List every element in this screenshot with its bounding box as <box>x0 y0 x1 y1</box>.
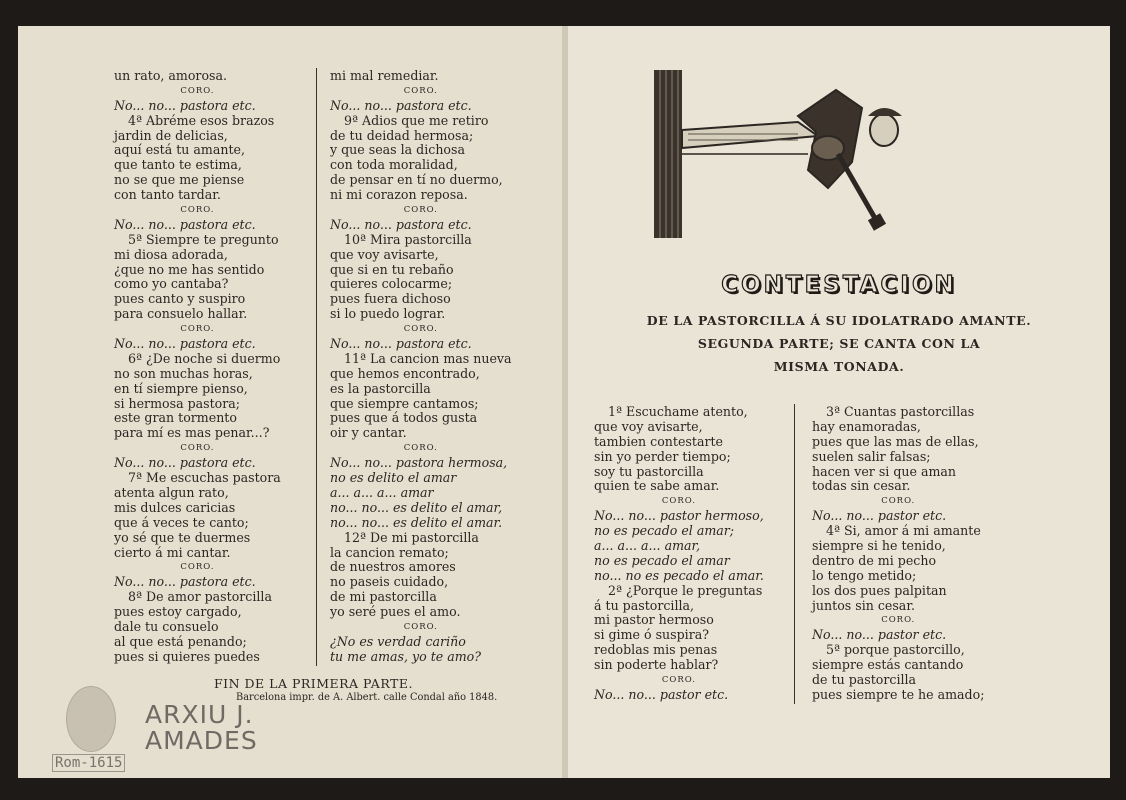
verse-line: dale tu consuelo <box>114 618 219 634</box>
coro-label: CORO. <box>403 85 438 96</box>
coro-label: CORO. <box>661 675 696 686</box>
verse-line: si lo puedo lograr. <box>330 306 446 322</box>
verse-line: No... no... pastora etc. <box>114 574 256 590</box>
verse-line: lo tengo metido; <box>812 567 917 583</box>
stamp-line-2: AMADES <box>145 726 258 755</box>
coro-label: CORO. <box>180 443 215 454</box>
column-rule-right <box>794 404 795 704</box>
verse-line: oir y cantar. <box>330 425 407 441</box>
verse-line: no... no... es delito el amar, <box>330 499 503 515</box>
verse-line: que siempre cantamos; <box>330 395 479 411</box>
verse-line: no... no... es delito el amar. <box>330 514 503 530</box>
verse-line: al que está penando; <box>114 633 247 649</box>
verse-line: de tu pastorcilla <box>812 672 917 688</box>
verse-line: que hemos encontrado, <box>330 365 480 381</box>
verse-line: que tanto te estima, <box>114 157 242 173</box>
left-column-1 <box>114 69 281 665</box>
verse-line: para consuelo hallar. <box>114 306 248 322</box>
coro-label: CORO. <box>180 85 215 96</box>
verse-line: a... a... a... amar <box>330 484 434 500</box>
coro-label: CORO. <box>403 324 438 335</box>
verse-line: no paseis cuidado, <box>330 574 449 590</box>
verse-line: tambien contestarte <box>594 433 723 449</box>
verse-line: 8ª De amor pastorcilla <box>128 589 272 605</box>
coro-label: CORO. <box>180 562 215 573</box>
coro-label: CORO. <box>180 324 215 335</box>
verse-line: suelen salir falsas; <box>812 448 931 464</box>
subtitle-line-2: SEGUNDA PARTE; SE CANTA CON LA <box>697 336 981 351</box>
verse-line: de tu deidad hermosa; <box>330 127 474 143</box>
verse-line: juntos sin cesar. <box>812 597 915 613</box>
verse-line: no es pecado el amar; <box>594 523 735 539</box>
verse-line: mi pastor hermoso <box>594 612 714 628</box>
verse-line: No... no... pastora etc. <box>114 97 256 113</box>
verse-line: sin poderte hablar? <box>594 657 719 673</box>
verse-line: este gran tormento <box>114 410 237 426</box>
verse-line: para mí es mas penar...? <box>114 425 270 441</box>
printer-imprint: Barcelona impr. de A. Albert. calle Condal año 1848. <box>236 692 498 703</box>
verse-line: 5ª Siempre te pregunto <box>128 231 279 247</box>
broadside-sheet <box>18 26 1110 778</box>
coro-label: CORO. <box>881 496 916 507</box>
verse-line: con tanto tardar. <box>114 187 221 203</box>
verse-line: 6ª ¿De noche si duermo <box>128 350 281 366</box>
left-page <box>18 26 562 778</box>
verse-line: no es pecado el amar <box>594 552 730 568</box>
library-seal <box>66 686 116 752</box>
verse-line: siempre si he tenido, <box>812 538 946 554</box>
verse-line: atenta algun rato, <box>114 484 229 500</box>
verse-line: 2ª ¿Porque le preguntas <box>608 582 763 598</box>
verse-line: yo seré pues el amo. <box>330 604 461 620</box>
subtitle-line-3: MISMA TONADA. <box>773 359 905 374</box>
verse-line: No... no... pastora etc. <box>330 336 472 352</box>
coro-label: CORO. <box>180 205 215 216</box>
verse-line: 5ª porque pastorcillo, <box>826 642 965 658</box>
verse-line: No... no... pastor hermoso, <box>594 508 764 524</box>
verse-line: un rato, amorosa. <box>114 68 228 83</box>
verse-line: á tu pastorcilla, <box>594 597 695 613</box>
verse-line: de pensar en tí no duermo, <box>330 172 503 188</box>
verse-line: pues que las mas de ellas, <box>812 433 979 449</box>
verse-line: no... no es pecado el amar. <box>594 567 764 583</box>
verse-line: No... no... pastor etc. <box>812 627 947 643</box>
verse-line: a... a... a... amar, <box>594 538 701 554</box>
verse-line: todas sin cesar. <box>812 478 911 494</box>
verse-line: No... no... pastora etc. <box>114 455 256 471</box>
coro-label: CORO. <box>661 496 696 507</box>
verse-line: No... no... pastor etc. <box>812 508 947 524</box>
verse-line: 4ª Si, amor á mi amante <box>826 523 981 539</box>
verse-line: redoblas mis penas <box>594 642 718 658</box>
verse-line: la cancion remato; <box>330 544 449 560</box>
verse-line: pues si quieres puedes <box>114 648 260 664</box>
right-page <box>568 26 1110 778</box>
verse-line: dentro de mi pecho <box>812 552 937 568</box>
coro-label: CORO. <box>403 621 438 632</box>
verse-line: quien te sabe amar. <box>594 478 720 494</box>
verse-line: 9ª Adios que me retiro <box>344 112 489 128</box>
verse-line: no es delito el amar <box>330 470 457 486</box>
title-contestacion: CONTESTACION <box>721 272 957 298</box>
verse-line: soy tu pastorcilla <box>594 463 704 479</box>
verse-line: yo sé que te duermes <box>114 529 251 545</box>
verse-line: en tí siempre pienso, <box>114 380 248 396</box>
verse-line: como yo cantaba? <box>114 276 229 292</box>
verse-line: ni mi corazon reposa. <box>330 187 468 203</box>
verse-line: No... no... pastora etc. <box>114 216 256 232</box>
verse-line: 11ª La cancion mas nueva <box>344 350 512 366</box>
verse-line: 3ª Cuantas pastorcillas <box>826 404 975 419</box>
verse-line: no son muchas horas, <box>114 365 253 381</box>
verse-line: sin yo perder tiempo; <box>594 448 731 464</box>
verse-line: de nuestros amores <box>330 559 456 575</box>
verse-line: pues que á todos gusta <box>330 410 478 426</box>
verse-line: que á veces te canto; <box>114 514 249 530</box>
stamp-line-1: ARXIU J. <box>145 700 254 729</box>
verse-line: aquí está tu amante, <box>114 142 245 158</box>
shelfmark: Rom-1615 <box>52 754 125 772</box>
subtitle-line-1: DE LA PASTORCILLA Á SU IDOLATRADO AMANTE. <box>646 313 1032 328</box>
verse-line: no se que me piense <box>114 172 245 188</box>
verse-line: No... no... pastora etc. <box>330 216 472 232</box>
verse-line: ¿que no me has sentido <box>114 261 265 277</box>
verse-line: pues canto y suspiro <box>114 291 246 307</box>
coro-label: CORO. <box>881 615 916 626</box>
shepherd-guitar-woodcut <box>648 70 918 240</box>
verse-line: mi diosa adorada, <box>114 246 228 262</box>
verse-line: hay enamoradas, <box>812 418 921 434</box>
verse-line: pues fuera dichoso <box>330 291 451 307</box>
verse-line: y que seas la dichosa <box>330 142 465 158</box>
verse-line: es la pastorcilla <box>330 380 431 396</box>
verse-line: siempre estás cantando <box>812 657 964 673</box>
right-column-1 <box>594 405 764 703</box>
verse-line: que voy avisarte, <box>330 246 439 262</box>
right-column-2 <box>812 405 984 703</box>
verse-line: No... no... pastora etc. <box>114 336 256 352</box>
verse-line: cierto á mi cantar. <box>114 544 231 560</box>
verse-line: los dos pues palpitan <box>812 582 947 598</box>
end-of-part-one: FIN DE LA PRIMERA PARTE. <box>214 676 413 691</box>
verse-line: No... no... pastor etc. <box>594 686 729 702</box>
verse-line: quieres colocarme; <box>330 276 453 292</box>
coro-label: CORO. <box>403 205 438 216</box>
verse-line: 4ª Abréme esos brazos <box>128 112 275 128</box>
verse-line: que si en tu rebaño <box>330 261 454 277</box>
verse-line: jardin de delicias, <box>114 127 228 143</box>
verse-line: 12ª De mi pastorcilla <box>344 529 479 545</box>
verse-line: 1ª Escuchame atento, <box>608 404 748 419</box>
verse-line: pues estoy cargado, <box>114 604 242 620</box>
verse-line: tu me amas, yo te amo? <box>330 648 482 664</box>
column-rule <box>316 68 317 666</box>
verse-line: ¿No es verdad cariño <box>330 633 466 649</box>
verse-line: No... no... pastora hermosa, <box>330 455 508 471</box>
left-column-2 <box>330 69 512 665</box>
archive-stamp <box>145 702 258 754</box>
verse-line: si hermosa pastora; <box>114 395 241 411</box>
verse-line: que voy avisarte, <box>594 418 703 434</box>
verse-line: mi mal remediar. <box>330 68 439 83</box>
coro-label: CORO. <box>403 443 438 454</box>
verse-line: 10ª Mira pastorcilla <box>344 231 472 247</box>
verse-line: de mi pastorcilla <box>330 589 437 605</box>
verse-line: No... no... pastora etc. <box>330 97 472 113</box>
verse-line: pues siempre te he amado; <box>812 686 985 702</box>
verse-line: con toda moralidad, <box>330 157 458 173</box>
verse-line: hacen ver si que aman <box>812 463 957 479</box>
verse-line: si gime ó suspira? <box>594 627 709 643</box>
verse-line: mis dulces caricias <box>114 499 236 515</box>
verse-line: 7ª Me escuchas pastora <box>128 470 281 486</box>
